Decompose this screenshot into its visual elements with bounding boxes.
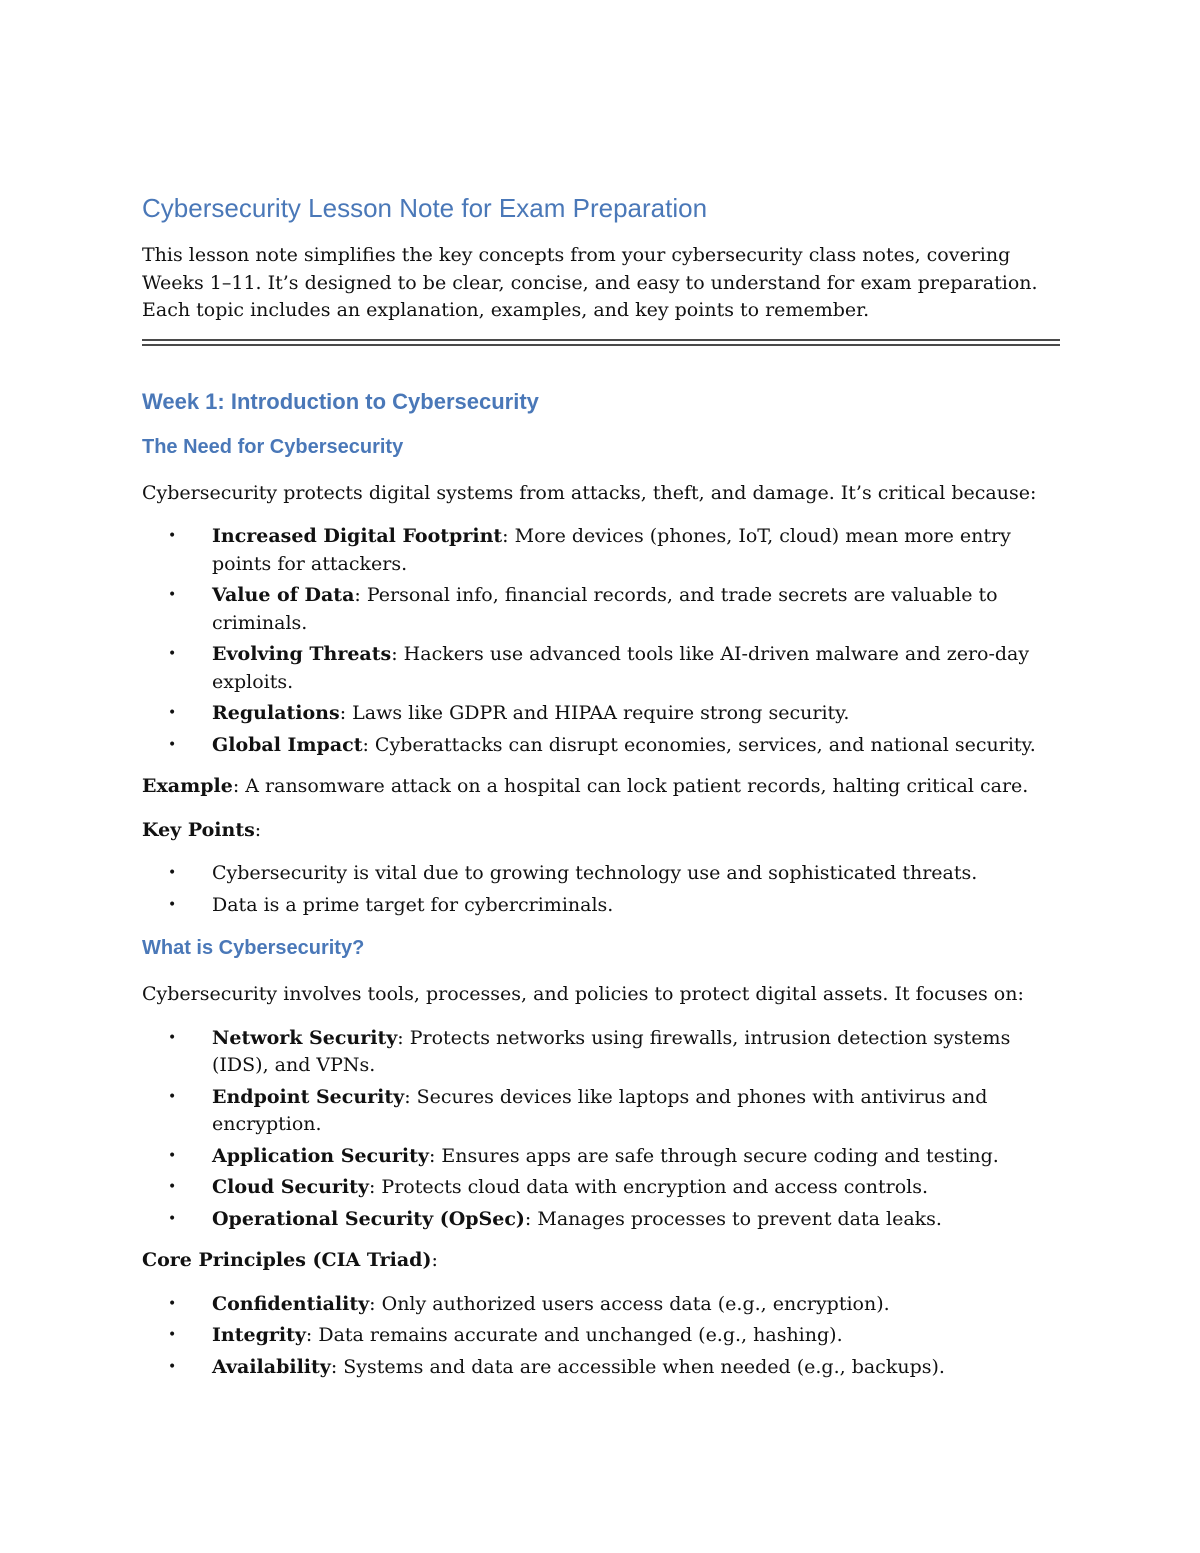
list-item	[142, 1206, 1060, 1234]
list-item	[142, 641, 1060, 696]
cia-label: Core Principles (CIA Triad)	[142, 1249, 432, 1271]
list-item	[142, 1291, 1060, 1319]
item-text: : Protects cloud data with encryption and access controls.	[368, 1176, 929, 1198]
bullet-icon: •	[168, 1295, 177, 1312]
bullet-icon: •	[168, 865, 177, 881]
list-item	[142, 700, 1060, 728]
item-term: Increased Digital Footprint	[212, 525, 503, 547]
cia-list	[142, 1291, 1060, 1382]
bullet-icon: •	[168, 1210, 177, 1227]
example-label: Example	[142, 775, 233, 797]
document-title: Cybersecurity Lesson Note for Exam Preparation	[142, 193, 708, 223]
bullet-icon: •	[168, 1029, 177, 1046]
item-text: : Data remains accurate and unchanged (e.g., hashing).	[305, 1324, 843, 1346]
item-text: Cybersecurity is vital due to growing technology use and sophisticated threats.	[212, 862, 978, 884]
item-text: : Laws like GDPR and HIPAA require strong security.	[339, 702, 850, 724]
document-page	[142, 188, 1060, 1395]
keypoints-label-line	[142, 817, 1060, 845]
bullet-icon: •	[168, 705, 177, 721]
item-term: Endpoint Security	[212, 1085, 405, 1108]
bullet-icon: •	[168, 1358, 177, 1375]
bullet-icon: •	[168, 736, 177, 753]
item-text: Data is a prime target for cybercriminals.	[212, 893, 614, 916]
section-divider	[142, 339, 1060, 346]
item-text: : Secures devices like laptops and phones with antivirus and encryption.	[212, 1085, 988, 1135]
item-text: : Only authorized users access data (e.g., encryption).	[369, 1292, 890, 1315]
item-text: : Systems and data are accessible when needed (e.g., backups).	[330, 1355, 945, 1378]
bullet-icon: •	[168, 528, 177, 544]
item-term: Confidentiality	[212, 1292, 370, 1315]
list-item	[142, 1143, 1060, 1171]
what-heading: What is Cybersecurity?	[142, 937, 365, 959]
item-text: : Cyberattacks can disrupt economies, services, and national security.	[362, 733, 1036, 756]
bullet-icon: •	[168, 646, 177, 662]
what-list	[142, 1025, 1060, 1234]
item-text: : Hackers use advanced tools like AI-driven malware and zero-day exploits.	[212, 643, 1030, 693]
item-text: : Manages processes to prevent data leaks.	[524, 1207, 942, 1230]
item-text: : More devices (phones, IoT, cloud) mean more entry points for attackers.	[212, 525, 1011, 575]
list-item	[142, 1354, 1060, 1382]
list-item	[142, 892, 1060, 920]
list-item	[142, 582, 1060, 637]
item-text: : Personal info, financial records, and trade secrets are valuable to criminals.	[212, 584, 998, 634]
week1-heading: Week 1: Introduction to Cybersecurity	[142, 388, 539, 414]
list-item	[142, 1322, 1060, 1350]
bullet-icon: •	[168, 896, 177, 913]
item-term: Operational Security (OpSec)	[212, 1207, 525, 1230]
list-item	[142, 523, 1060, 578]
keypoints-list	[142, 860, 1060, 919]
list-item	[142, 1084, 1060, 1139]
bullet-icon: •	[168, 1327, 177, 1343]
keypoints-colon: :	[254, 818, 262, 841]
example-text: : A ransomware attack on a hospital can lock patient records, halting critical care.	[232, 775, 1029, 797]
list-item	[142, 732, 1060, 760]
keypoints-label: Key Points	[142, 818, 255, 841]
need-lead: Cybersecurity protects digital systems from attacks, theft, and damage. It’s critical because:	[142, 481, 1037, 504]
list-item	[142, 860, 1060, 888]
item-term: Regulations	[212, 702, 340, 724]
bullet-icon: •	[168, 587, 177, 603]
item-text: : Protects networks using firewalls, intrusion detection systems (IDS), and VPNs.	[212, 1026, 1011, 1076]
cia-colon: :	[431, 1249, 438, 1271]
item-term: Availability	[212, 1355, 331, 1378]
item-term: Global Impact	[212, 733, 363, 756]
item-text: : Ensures apps are safe through secure coding and testing.	[428, 1144, 999, 1167]
bullet-icon: •	[168, 1088, 177, 1105]
bullet-icon: •	[168, 1147, 177, 1164]
cia-label-line	[142, 1247, 1060, 1275]
item-term: Integrity	[212, 1324, 306, 1346]
item-term: Network Security	[212, 1026, 398, 1049]
need-list	[142, 523, 1060, 759]
need-heading: The Need for Cybersecurity	[142, 435, 404, 458]
item-term: Application Security	[212, 1144, 429, 1167]
item-term: Evolving Threats	[212, 643, 392, 665]
bullet-icon: •	[168, 1179, 177, 1195]
item-term: Cloud Security	[212, 1176, 369, 1198]
what-lead: Cybersecurity involves tools, processes, and policies to protect digital assets. It focuses on:	[142, 983, 1024, 1005]
example-paragraph	[142, 773, 1060, 801]
list-item	[142, 1025, 1060, 1080]
item-term: Value of Data	[212, 584, 355, 606]
list-item	[142, 1174, 1060, 1202]
intro-paragraph: This lesson note simplifies the key concepts from your cybersecurity class notes, covering Weeks 1–11. It’s designed to be clear, concise, and easy to understand for exam preparation. Each topic includes an explanation, examples, and key points to remember.	[142, 244, 1038, 321]
